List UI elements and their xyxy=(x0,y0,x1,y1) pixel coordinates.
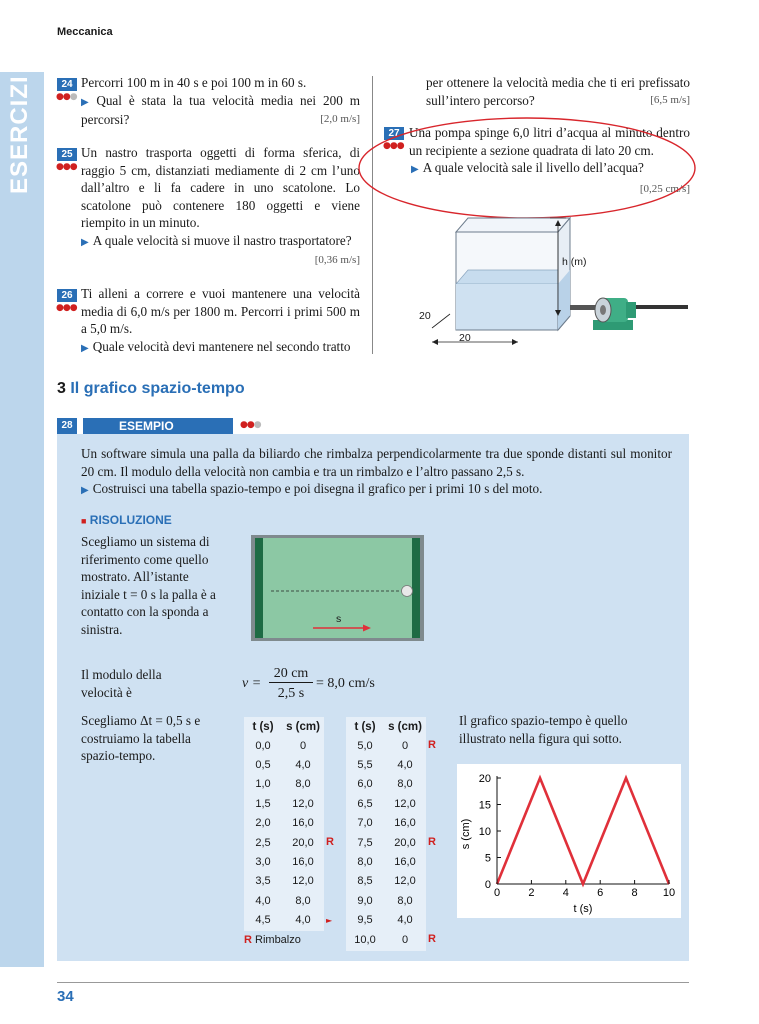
col-header-t: t (s) xyxy=(354,720,376,733)
difficulty-dots: ●●● xyxy=(56,303,77,313)
table-row xyxy=(346,755,426,774)
table-row xyxy=(346,872,426,891)
space-cell: 8,0 xyxy=(295,894,311,907)
table-row xyxy=(244,833,324,852)
col-header-s: s (cm) xyxy=(286,720,320,733)
time-cell: 6,0 xyxy=(357,778,373,791)
exercise-question: ▶ Qual è stata la tua velocità media nei 200 m percorsi? [2,0 m/s] xyxy=(81,92,360,128)
example-text: Un software simula una palla da biliardo che rimbalza perpendicolarmente tra due sponde distanti sul monitor 20 cm. Il modulo della velocità non cambia e tra un rimbalzo e l’altro passano 2,5 s. ▶ Costruisci una tabella spazio-tempo e poi disegna il grafico per i primi 10 s del moto. xyxy=(81,445,672,500)
table-row xyxy=(244,775,324,794)
sidebar-label: ESERCIZI xyxy=(6,75,33,194)
step3-text: Scegliamo Δt = 0,5 s e costruiamo la tabella spazio-tempo. xyxy=(81,713,201,764)
table-row xyxy=(244,794,324,813)
row-mark xyxy=(428,872,440,891)
table-left-marks xyxy=(326,736,338,930)
exercise-question: ▶ A quale velocità sale il livello dell’acqua? xyxy=(411,160,644,176)
risoluzione-heading: ■ RISOLUZIONE xyxy=(81,513,172,527)
chart-background xyxy=(457,764,681,918)
example-label: ESEMPIO xyxy=(83,418,233,434)
time-cell: 2,0 xyxy=(255,817,271,830)
space-cell: 4,0 xyxy=(295,914,311,927)
height-label: h (m) xyxy=(562,256,587,268)
time-cell: 4,0 xyxy=(255,894,271,907)
table-row xyxy=(346,852,426,871)
chart-x-label: t (s) xyxy=(573,903,593,915)
exercise-text: Una pompa spinge 6,0 litri d’acqua al minuto dentro un recipiente a sezione quadrata di lato 20 cm. xyxy=(409,125,690,158)
bounce-mark: R xyxy=(428,835,436,848)
row-mark xyxy=(428,794,440,813)
side-label: 20 xyxy=(459,332,471,344)
billiard-figure xyxy=(251,535,424,641)
example-number: 28 xyxy=(57,418,77,434)
space-cell: 0 xyxy=(401,739,409,752)
time-cell: 4,5 xyxy=(255,914,271,927)
time-cell: 8,5 xyxy=(357,875,373,888)
row-mark xyxy=(326,891,338,910)
exercise-26-continuation xyxy=(426,74,690,109)
table-row xyxy=(244,755,324,774)
table-right-marks xyxy=(428,736,440,949)
side-label: 20 xyxy=(419,310,431,322)
time-cell: 0,5 xyxy=(255,759,271,772)
space-time-chart xyxy=(457,764,681,918)
chart-y-tick-label: 0 xyxy=(484,879,491,891)
table-row xyxy=(244,911,324,930)
exercise-number: 26 xyxy=(57,289,77,302)
chart-x-tick-label: 4 xyxy=(562,887,569,899)
space-cell: 12,0 xyxy=(292,797,314,810)
table-row xyxy=(346,833,426,852)
space-cell: 8,0 xyxy=(397,894,413,907)
answer: [2,0 m/s] xyxy=(320,113,360,126)
step4-text: Il grafico spazio-tempo è quello illustrato nella figura qui sotto. xyxy=(459,713,628,746)
exercise-26 xyxy=(81,285,360,357)
answer: [0,25 cm/s] xyxy=(639,182,690,195)
time-cell: 1,0 xyxy=(255,778,271,791)
table-row xyxy=(346,930,426,949)
chart-y-tick-label: 5 xyxy=(484,852,491,865)
bounce-mark: R xyxy=(428,932,436,945)
section-number: 3 xyxy=(57,380,66,397)
row-mark xyxy=(428,775,440,794)
row-mark xyxy=(326,872,338,891)
difficulty-dots: ●●● xyxy=(56,162,77,172)
row-mark xyxy=(428,755,440,774)
space-cell: 4,0 xyxy=(397,759,413,772)
difficulty-dots: ●●● xyxy=(383,141,404,151)
row-mark xyxy=(326,794,338,813)
example-question: ▶ Costruisci una tabella spazio-tempo e poi disegna il grafico per i primi 10 s del moto. xyxy=(81,481,543,497)
space-cell: 4,0 xyxy=(295,759,311,772)
space-cell: 16,0 xyxy=(292,856,314,869)
space-time-table-left xyxy=(244,717,324,930)
row-mark: ► xyxy=(326,915,333,925)
exercise-24 xyxy=(81,74,360,129)
annotation-ellipse xyxy=(355,114,701,222)
time-cell: 7,0 xyxy=(357,817,373,830)
space-time-table-right xyxy=(346,717,426,949)
time-cell: 0,0 xyxy=(255,739,271,752)
row-mark xyxy=(428,814,440,833)
space-cell: 16,0 xyxy=(394,856,416,869)
space-cell: 16,0 xyxy=(292,817,314,830)
table-row xyxy=(244,872,324,891)
table-row xyxy=(346,736,426,755)
chart-y-label: s (cm) xyxy=(460,818,472,850)
chart-x-tick-label: 10 xyxy=(662,887,676,899)
step2-text: Il modulo della velocità è xyxy=(81,667,162,700)
space-cell: 4,0 xyxy=(397,914,413,927)
chart-x-tick-label: 0 xyxy=(493,887,501,899)
row-mark xyxy=(326,775,338,794)
chart-y-tick-label: 20 xyxy=(478,773,491,785)
space-cell: 12,0 xyxy=(292,875,314,888)
row-mark xyxy=(428,911,440,930)
chart-x-tick-label: 2 xyxy=(528,887,535,899)
space-cell: 20,0 xyxy=(394,836,416,849)
time-cell: 7,5 xyxy=(357,836,373,849)
table-row xyxy=(244,852,324,871)
col-header-s: s (cm) xyxy=(388,720,422,733)
exercise-number: 25 xyxy=(57,148,77,161)
space-cell: 8,0 xyxy=(397,778,413,791)
exercise-question: ▶ A quale velocità si muove il nastro trasportatore? [0,36 m/s] xyxy=(81,232,360,252)
time-cell: 10,0 xyxy=(354,933,376,946)
exercise-number: 27 xyxy=(384,127,404,140)
row-mark xyxy=(428,891,440,910)
time-cell: 1,5 xyxy=(255,797,271,810)
table-row xyxy=(244,814,324,833)
exercise-text: per ottenere la velocità media che ti eri prefissato sull’intero percorso? xyxy=(426,75,690,108)
row-mark xyxy=(326,852,338,871)
time-cell: 6,5 xyxy=(357,797,373,810)
chart-x-tick-label: 6 xyxy=(597,887,604,899)
time-cell: 2,5 xyxy=(255,836,271,849)
exercise-text: Percorri 100 m in 40 s e poi 100 m in 60 s. xyxy=(81,75,307,90)
time-cell: 3,0 xyxy=(255,856,271,869)
table-row xyxy=(346,891,426,910)
difficulty-dots: ●●● xyxy=(56,92,77,102)
time-cell: 9,5 xyxy=(357,914,373,927)
table-row xyxy=(346,911,426,930)
sidebar-band xyxy=(0,72,44,967)
bounce-mark: R xyxy=(326,835,334,848)
space-cell: 8,0 xyxy=(295,778,311,791)
space-cell: 0 xyxy=(299,739,307,752)
time-cell: 9,0 xyxy=(357,894,373,907)
answer: [6,5 m/s] xyxy=(650,93,690,106)
footer-rule xyxy=(57,982,689,983)
table-row xyxy=(346,794,426,813)
row-mark xyxy=(326,755,338,774)
row-mark xyxy=(428,852,440,871)
exercise-text: Un nastro trasporta oggetti di forma sferica, di raggio 5 cm, distanziati mediamente di 2 cm l’uno dall’altro e li fa cadere in uno scatolone. Lo scatolone può contenere 180 oggetti e viene riempito in un minuto. xyxy=(81,145,360,231)
page-number: 34 xyxy=(57,988,74,1005)
time-cell: 5,0 xyxy=(357,739,373,752)
running-header: Meccanica xyxy=(57,26,113,38)
space-cell: 12,0 xyxy=(394,875,416,888)
row-mark xyxy=(326,814,338,833)
section-heading xyxy=(57,380,245,398)
exercise-number: 24 xyxy=(57,78,77,91)
time-cell: 5,5 xyxy=(357,759,373,772)
step1-text: Scegliamo un sistema di riferimento come quello mostrato. All’istante iniziale t = 0 s la palla è a contatto con la sponda a sinistra. xyxy=(81,534,216,637)
chart-y-tick-label: 15 xyxy=(478,799,491,812)
chart-x-tick-label: 8 xyxy=(631,887,638,899)
space-cell: 12,0 xyxy=(394,797,416,810)
table-row xyxy=(346,814,426,833)
space-cell: 20,0 xyxy=(292,836,314,849)
difficulty-dots: ●●● xyxy=(240,420,261,430)
billiard-s-label: s xyxy=(336,613,342,625)
exercise-25 xyxy=(81,144,360,269)
answer: [0,36 m/s] xyxy=(314,253,360,266)
time-cell: 3,5 xyxy=(255,875,271,888)
chart-y-tick-label: 10 xyxy=(478,826,491,838)
space-cell: 0 xyxy=(401,933,409,946)
table-legend: R Rimbalzo xyxy=(244,934,301,946)
bounce-mark: R xyxy=(428,739,436,751)
table-row xyxy=(244,891,324,910)
section-title: Il grafico spazio-tempo xyxy=(70,380,245,397)
col-header-t: t (s) xyxy=(252,720,274,733)
exercise-text: Ti alleni a correre e vuoi mantenere una velocità media di 6,0 m/s per 1800 m. Percorri i primi 500 m a 5,0 m/s. xyxy=(81,286,360,337)
time-cell: 8,0 xyxy=(357,856,373,869)
space-cell: 16,0 xyxy=(394,817,416,830)
exercise-question: ▶ Quale velocità devi mantenere nel secondo tratto xyxy=(81,338,351,354)
row-mark xyxy=(326,736,338,755)
table-row xyxy=(244,736,324,755)
table-row xyxy=(346,775,426,794)
